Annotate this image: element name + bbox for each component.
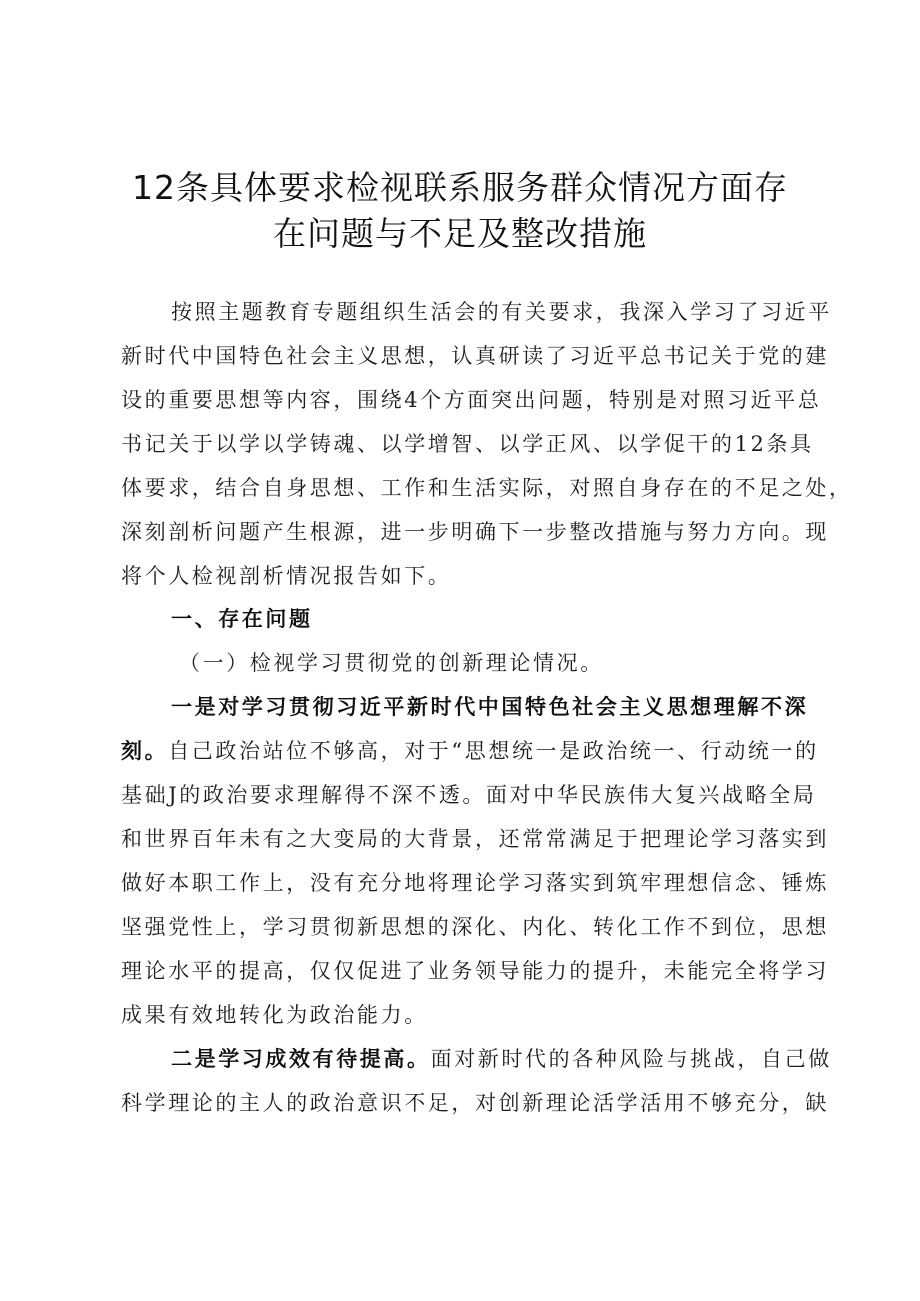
intro-line: 书记关于以学以学铸魂、以学增智、以学正风、以学促干的12条具 xyxy=(121,432,814,456)
intro-line: 新时代中国特色社会主义思想，认真研读了习近平总书记关于党的建 xyxy=(121,344,829,368)
point-1-line: 基础J的政治要求理解得不深不透。面对中华民族伟大复兴战略全局 xyxy=(121,783,817,807)
point-1-line-rest: 自己政治站位不够高，对于“思想统一是政治统一、行动统一的 xyxy=(168,739,819,763)
intro-line: 将个人检视剖析情况报告如下。 xyxy=(121,564,452,588)
point-2-first-line xyxy=(171,1044,871,1074)
intro-line: 深刻剖析问题产生根源，进一步明确下一步整改措施与努力方向。现 xyxy=(121,520,829,544)
point-1-line: 和世界百年未有之大变局的大背景，还常常满足于把理论学习落实到 xyxy=(121,827,829,851)
point-1-line: 做好本职工作上，没有充分地将理论学习落实到筑牢理想信念、锤炼 xyxy=(121,871,829,895)
point-1-line: 理论水平的提高，仅仅促进了业务领导能力的提升，未能完全将学习 xyxy=(121,959,829,983)
intro-line: 按照主题教育专题组织生活会的有关要求，我深入学习了习近平 xyxy=(171,300,832,324)
document-title-line-1: 12条具体要求检视联系服务群众情况方面存 xyxy=(132,168,788,207)
point-2-bold-lead: 二是学习成效有待提高。 xyxy=(171,1047,431,1071)
point-1-line: 成果有效地转化为政治能力。 xyxy=(121,1003,428,1027)
point-1-bold-ending: 刻。 xyxy=(121,739,169,763)
document-title-line-2: 在问题与不足及整改措施 xyxy=(273,214,647,253)
point-2-line-rest: 面对新时代的各种风险与挑战，自己做 xyxy=(430,1047,832,1071)
subsection-heading: （一）检视学习贯彻党的创新理论情况。 xyxy=(179,651,604,675)
point-1-line: 坚强党性上，学习贯彻新思想的深化、内化、转化工作不到位，思想 xyxy=(121,915,829,939)
point-2-line: 科学理论的主人的政治意识不足，对创新理论活学活用不够充分，缺 xyxy=(121,1091,829,1115)
point-1-bold-line: 一是对学习贯彻习近平新时代中国特色社会主义思想理解不深 xyxy=(171,695,809,719)
section-heading: 一、存在问题 xyxy=(171,607,313,631)
point-1-line xyxy=(121,736,821,766)
intro-line: 体要求，结合自身思想、工作和生活实际，对照自身存在的不足之处， xyxy=(121,476,853,500)
intro-line: 设的重要思想等内容，围绕4个方面突出问题，特别是对照习近平总 xyxy=(121,388,822,412)
